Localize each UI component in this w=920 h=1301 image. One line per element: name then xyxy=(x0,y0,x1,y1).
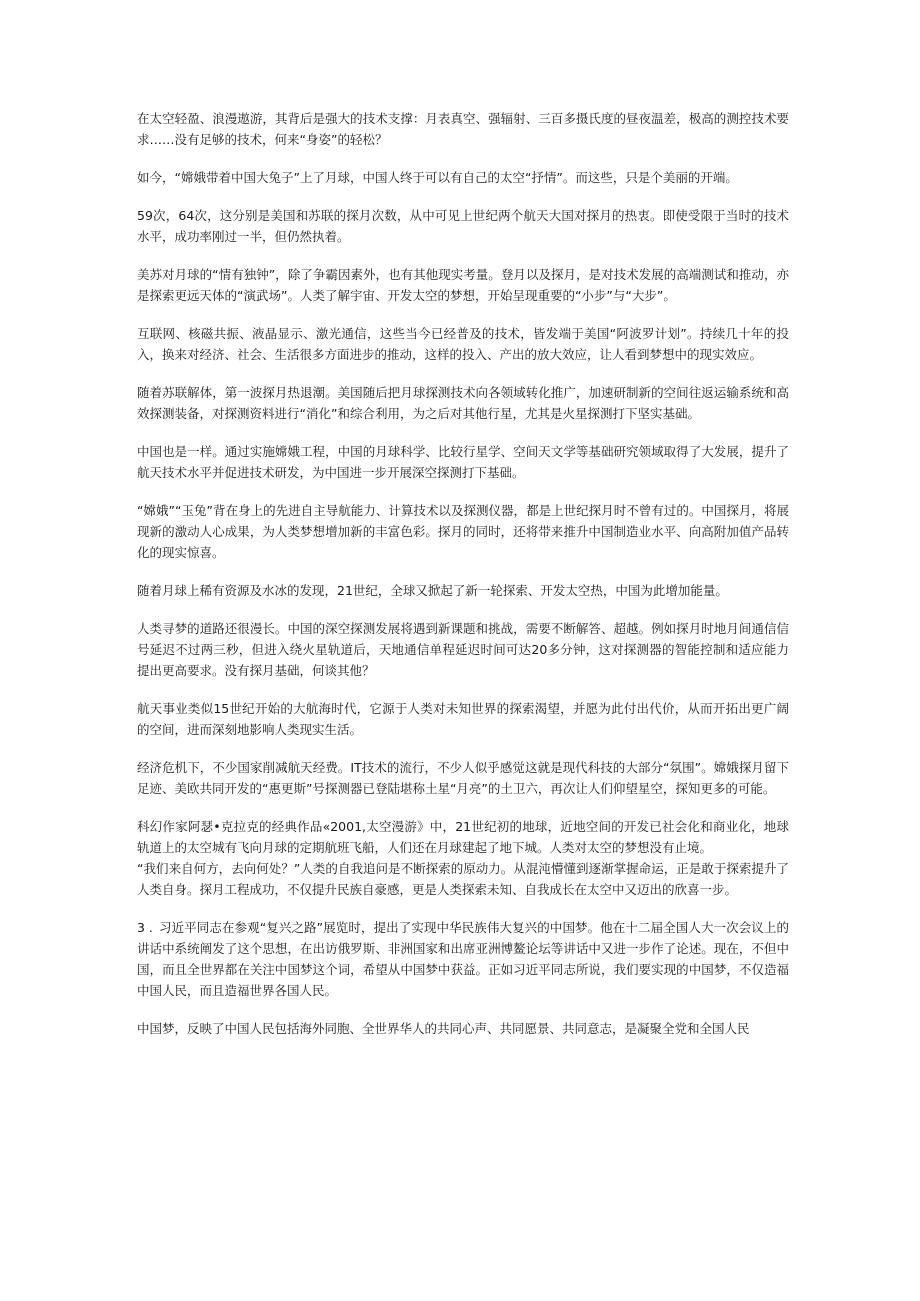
paragraph-china-same: 中国也是一样。通过实施嫦娥工程，中国的月球科学、比较行星学、空间天文学等基础研究领域取得了大发展，提升了航天技术水平并促进技术研发，为中国进一步开展深空探测打下基础。 xyxy=(137,444,789,480)
paragraph-economic-crisis: 经济危机下，不少国家削减航天经费。IT技术的流行，不少人似乎感觉这就是现代科技的大部分“氛围”。嫦娥探月留下足迹、美欧共同开发的“惠更斯”号探测器已登陆堪称土星“月亮”的土卫六，再次让人们仰望星空，探知更多的可能。 xyxy=(137,760,789,796)
paragraph-technology-support: 在太空轻盈、浪漫遨游，其背后是强大的技术支撑：月表真空、强辐射、三百多摄氏度的昼夜温差，极高的测控技术要求……没有足够的技术，何来“身姿”的轻松？ xyxy=(137,111,789,147)
paragraph-us-ussr-missions: 59次，64次，这分别是美国和苏联的探月次数，从中可见上世纪两个航天大国对探月的热衷。即使受限于当时的技术水平，成功率刚过一半，但仍然执着。 xyxy=(137,208,789,244)
list-number: 3 . xyxy=(137,920,153,935)
paragraph-change-yutu: “嫦娥”“玉兔”背在身上的先进自主导航能力、计算技术以及探测仪器，都是上世纪探月时不曾有过的。中国探月，将展现新的激动人心成果，为人类梦想增加新的丰富色彩。探月的同时，还将带来推升中国制造业水平、向高附加值产品转化的现实惊喜。 xyxy=(137,503,789,560)
paragraph-apollo-technologies: 互联网、核磁共振、液晶显示、激光通信，这些当今已经普及的技术，皆发端于美国“阿波罗计划”。持续几十年的投入，换来对经济、社会、生活很多方面进步的推动，这样的投入、产出的放大效应，让人看到梦想中的现实效应。 xyxy=(137,326,789,362)
paragraph-age-of-exploration: 航天事业类似15世纪开始的大航海时代，它源于人类对未知世界的探索渴望，并愿为此付出代价，从而开拓出更广阔的空间，进而深刻地影响人类现实生活。 xyxy=(137,701,789,737)
paragraph-where-from: “我们来自何方，去向何处？”人类的自我追问是不断探索的原动力。从混沌懵懂到逐渐掌握命运，正是敢于探索提升了人类自身。探月工程成功，不仅提升民族自豪感，更是人类探索未知、自我成长在太空中又迈出的欣喜一步。 xyxy=(137,861,789,897)
paragraph-soviet-collapse: 随着苏联解体，第一波探月热退潮。美国随后把月球探测技术向各领域转化推广，加速研制新的空间往返运输系统和高效探测装备，对探测资料进行“消化”和综合利用，为之后对其他行星，尤其是火星探测打下坚实基础。 xyxy=(137,385,789,421)
paragraph-dream-reflects: 中国梦，反映了中国人民包括海外同胞、全世界华人的共同心声、共同愿景、共同意志，是凝聚全党和全国人民 xyxy=(137,1021,750,1036)
paragraph-long-road: 人类寻梦的道路还很漫长。中国的深空探测发展将遇到新课题和挑战，需要不断解答、超越。例如探月时地月间通信信号延迟不过两三秒，但进入绕火星轨道后，天地通信单程延迟时间可达20多分钟，这对探测器的智能控制和适应能力提出更高要求。没有探月基础，何谈其他？ xyxy=(137,621,789,678)
paragraph-chinese-dream-text: 习近平同志在参观“复兴之路”展览时，提出了实现中华民族伟大复兴的中国梦。他在十二届全国人大一次会议上的讲话中系统阐发了这个思想，在出访俄罗斯、非洲国家和出席亚洲博鳌论坛等讲话中又进一步作了论述。现在，不但中国，而且全世界都在关注中国梦这个词，希望从中国梦中获益。正如习近平同志所说，我们要实现的中国梦，不仅造福中国人民，而且造福世界各国人民。 xyxy=(137,920,789,998)
paragraph-chinese-dream xyxy=(137,917,789,1001)
paragraph-us-ussr-motives: 美苏对月球的“情有独钟”，除了争霸因素外，也有其他现实考量。登月以及探月，是对技术发展的高端测试和推动，亦是探索更远天体的“演武场”。人类了解宇宙、开发太空的梦想，开始呈现重要的“小步”与“大步”。 xyxy=(137,267,789,303)
paragraph-clarke-2001: 科幻作家阿瑟•克拉克的经典作品«2001,太空漫游》中，21世纪初的地球，近地空间的开发已社会化和商业化，地球轨道上的太空城有飞向月球的定期航班飞船，人们还在月球建起了地下城。人类对太空的梦想没有止境。 xyxy=(137,819,789,855)
paragraph-change-moon-landing: 如今，“嫦娥带着中国大兔子”上了月球，中国人终于可以有自己的太空“抒情”。而这些，只是个美丽的开端。 xyxy=(137,170,738,185)
paragraph-lunar-resources: 随着月球上稀有资源及水冰的发现，21世纪，全球又掀起了新一轮探索、开发太空热，中国为此增加能量。 xyxy=(137,583,728,598)
document-body xyxy=(137,108,789,1056)
